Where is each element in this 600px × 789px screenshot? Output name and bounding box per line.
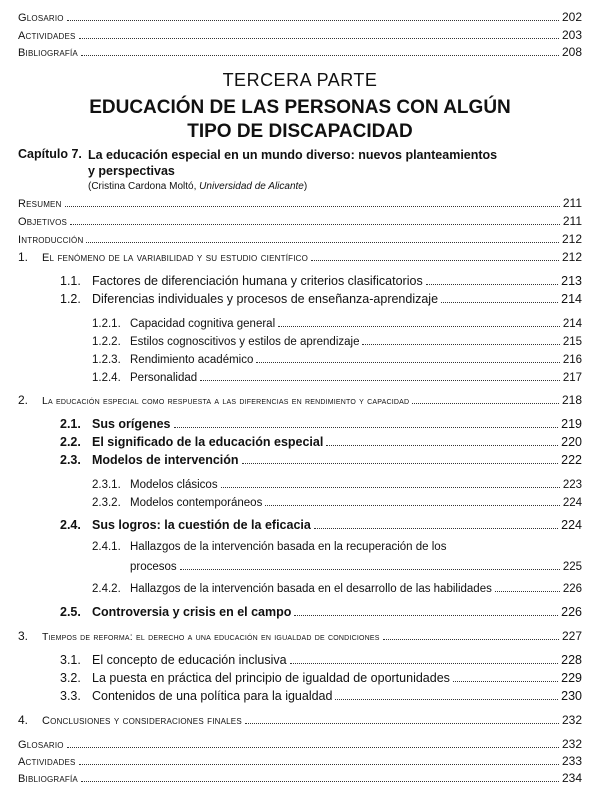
- toc-label: Modelos clásicos: [130, 479, 218, 491]
- toc-label: Controversia y crisis en el campo: [92, 605, 292, 619]
- leader-dots: [453, 681, 558, 682]
- toc-number: 2.3.: [60, 453, 81, 467]
- toc-label: Diferencias individuales y procesos de enseñanza-aprendizaje: [92, 292, 439, 306]
- toc-subsubsection: [0, 493, 600, 509]
- toc-subsubsection: [0, 332, 600, 348]
- leader-dots: [256, 362, 559, 363]
- toc-page-number: 232: [561, 713, 582, 727]
- toc-page-number: 212: [561, 232, 582, 246]
- toc-page-number: 211: [562, 214, 582, 228]
- author-affiliation: Universidad de Alicante: [199, 181, 304, 192]
- toc-subsubsection: [0, 368, 600, 384]
- toc-page-number: 232: [561, 737, 582, 751]
- toc-number: 3.: [18, 629, 29, 643]
- toc-number: 2.3.1.: [92, 479, 121, 491]
- toc-number: 2.4.1.: [92, 541, 121, 553]
- toc-label: Capacidad cognitiva general: [130, 318, 276, 330]
- toc-label: Conclusiones y consideraciones finales: [42, 715, 242, 727]
- leader-dots: [79, 764, 559, 765]
- toc-subsubsection: [0, 350, 600, 366]
- toc-entry: [0, 752, 600, 768]
- toc-page-number: 219: [561, 417, 582, 431]
- toc-entry: [0, 769, 600, 785]
- toc-number: 3.1.: [60, 653, 81, 667]
- toc-page-number: 234: [561, 771, 582, 785]
- toc-page-number: 230: [561, 689, 582, 703]
- toc-page-number: 223: [562, 479, 582, 491]
- toc-number: 1.: [18, 250, 29, 264]
- leader-dots: [65, 206, 560, 207]
- leader-dots: [412, 403, 559, 404]
- toc-section: [0, 248, 600, 264]
- chapter-title-line1: La educación especial en un mundo diverso: nuevos planteamientos: [88, 148, 498, 162]
- toc-label: Resumen: [18, 198, 62, 210]
- toc-label: Contenidos de una política para la igualdad: [92, 689, 333, 703]
- toc-page-number: 228: [561, 653, 582, 667]
- chapter-title: [88, 147, 568, 179]
- chapter-number: Capítulo 7.: [18, 147, 82, 161]
- toc-page-number: 216: [562, 354, 582, 366]
- toc-page-number: 218: [561, 393, 582, 407]
- toc-label: Estilos cognoscitivos y estilos de aprendizaje: [130, 336, 360, 348]
- toc-label: Rendimiento académico: [130, 354, 254, 366]
- toc-subsection: [0, 451, 600, 467]
- toc-number: 1.2.: [60, 292, 81, 306]
- leader-dots: [67, 747, 559, 748]
- toc-page-number: 229: [561, 671, 582, 685]
- toc-label: Modelos contemporáneos: [130, 497, 263, 509]
- toc-entry: [0, 212, 600, 228]
- toc-page-number: 208: [561, 45, 582, 59]
- leader-dots: [242, 463, 559, 464]
- leader-dots: [70, 224, 560, 225]
- toc-subsection: [0, 669, 600, 685]
- leader-dots: [362, 344, 559, 345]
- toc-page-number: 233: [561, 754, 582, 768]
- toc-label: El significado de la educación especial: [92, 435, 324, 449]
- toc-label: Sus orígenes: [92, 417, 171, 431]
- toc-label: Hallazgos de la intervención basada en la recuperación de los: [130, 541, 447, 553]
- toc-page-number: 203: [561, 28, 582, 42]
- toc-label: La educación especial como respuesta a las diferencias en rendimiento y capacidad: [42, 395, 410, 407]
- toc-page-number: 213: [561, 274, 582, 288]
- toc-subsection: [0, 290, 600, 306]
- leader-dots: [67, 20, 559, 21]
- toc-subsection: [0, 415, 600, 431]
- toc-subsection: [0, 651, 600, 667]
- leader-dots: [294, 615, 558, 616]
- toc-label: Objetivos: [18, 216, 68, 228]
- toc-label: Glosario: [18, 12, 64, 24]
- toc-section: [0, 711, 600, 727]
- part-title-line1: EDUCACIÓN DE LAS PERSONAS CON ALGÚN: [89, 97, 511, 118]
- toc-page-number: 225: [562, 561, 582, 573]
- author-name: (Cristina Cardona Moltó,: [88, 181, 200, 192]
- toc-page-number: 214: [562, 318, 582, 330]
- leader-dots: [335, 699, 558, 700]
- leader-dots: [326, 445, 558, 446]
- toc-label: El concepto de educación inclusiva: [92, 653, 287, 667]
- leader-dots: [290, 663, 559, 664]
- toc-label: Glosario: [18, 739, 64, 751]
- chapter-author: [88, 181, 307, 192]
- leader-dots: [200, 380, 560, 381]
- toc-number: 1.2.2.: [92, 336, 121, 348]
- toc-entry: [0, 230, 600, 246]
- toc-number: 2.5.: [60, 605, 81, 619]
- leader-dots: [81, 781, 559, 782]
- toc-section: [0, 627, 600, 643]
- toc-page-number: 202: [561, 10, 582, 24]
- toc-page-number: 211: [562, 196, 582, 210]
- toc-label: Actividades: [18, 30, 76, 42]
- toc-page-number: 212: [561, 250, 582, 264]
- leader-dots: [441, 302, 558, 303]
- leader-dots: [265, 505, 559, 506]
- toc-label: La puesta en práctica del principio de igualdad de oportunidades: [92, 671, 450, 685]
- toc-page-number: 214: [561, 292, 582, 306]
- leader-dots: [495, 591, 560, 592]
- leader-dots: [314, 528, 558, 529]
- toc-number: 1.1.: [60, 274, 81, 288]
- part-title-line2: TIPO DE DISCAPACIDAD: [187, 121, 413, 142]
- toc-subsubsection: [0, 314, 600, 330]
- toc-number: 1.2.3.: [92, 354, 121, 366]
- leader-dots: [245, 723, 559, 724]
- toc-page-number: 227: [561, 629, 582, 643]
- toc-label: Factores de diferenciación humana y criterios clasificatorios: [92, 274, 423, 288]
- part-label: TERCERA PARTE: [222, 70, 378, 90]
- toc-number: 4.: [18, 713, 29, 727]
- toc-number: 2.3.2.: [92, 497, 121, 509]
- leader-dots: [86, 242, 559, 243]
- leader-dots: [180, 569, 560, 570]
- toc-number: 2.1.: [60, 417, 81, 431]
- leader-dots: [174, 427, 559, 428]
- toc-subsubsection: [0, 579, 600, 595]
- toc-page-number: 226: [561, 605, 582, 619]
- leader-dots: [81, 55, 559, 56]
- toc-label: Hallazgos de la intervención basada en el desarrollo de las habilidades: [130, 583, 492, 595]
- toc-label: Introducción: [18, 234, 84, 246]
- leader-dots: [278, 326, 560, 327]
- toc-page-number: 215: [562, 336, 582, 348]
- leader-dots: [79, 38, 559, 39]
- chapter-heading: [18, 147, 578, 181]
- author-close: ): [303, 181, 308, 192]
- toc-subsection: [0, 272, 600, 288]
- toc-page-number: 220: [561, 435, 582, 449]
- toc-entry-bibliografia-top: [0, 43, 600, 59]
- toc-label: Bibliografía: [18, 773, 78, 785]
- toc-page-number: 224: [562, 497, 582, 509]
- leader-dots: [221, 487, 560, 488]
- toc-page-number: 226: [562, 583, 582, 595]
- toc-label: El fenómeno de la variabilidad y su estudio científico: [42, 252, 309, 264]
- toc-label: Modelos de intervención: [92, 453, 239, 467]
- toc-subsection: [0, 516, 600, 532]
- toc-label: Sus logros: la cuestión de la eficacia: [92, 518, 311, 532]
- toc-entry: [0, 735, 600, 751]
- leader-dots: [311, 260, 559, 261]
- toc-page-number: 217: [562, 372, 582, 384]
- toc-subsection: [0, 687, 600, 703]
- toc-section: [0, 391, 600, 407]
- toc-number: 1.2.1.: [92, 318, 121, 330]
- toc-number: 2.2.: [60, 435, 81, 449]
- toc-number: 3.2.: [60, 671, 81, 685]
- toc-subsubsection: [0, 475, 600, 491]
- toc-subsection: [0, 603, 600, 619]
- toc-label: Bibliografía: [18, 47, 78, 59]
- toc-entry-actividades-top: [0, 26, 600, 42]
- toc-label: Tiempos de reforma: el derecho a una educación en igualdad de condiciones: [42, 631, 380, 643]
- toc-label: Actividades: [18, 756, 76, 768]
- toc-number: 1.2.4.: [92, 372, 121, 384]
- toc-page-number: 222: [561, 453, 582, 467]
- toc-entry: [0, 194, 600, 210]
- toc-page-number: 224: [561, 518, 582, 532]
- toc-subsection: [0, 433, 600, 449]
- chapter-title-line2: y perspectivas: [88, 164, 175, 178]
- toc-number: 3.3.: [60, 689, 81, 703]
- toc-label: Personalidad: [130, 372, 198, 384]
- toc-entry-glosario-top: [0, 8, 600, 24]
- toc-label-continuation: [130, 557, 582, 573]
- toc-number: 2.4.: [60, 518, 81, 532]
- leader-dots: [383, 639, 559, 640]
- toc-label-line2: procesos: [130, 561, 177, 573]
- toc-number: 2.: [18, 393, 29, 407]
- toc-subsubsection-multiline: [0, 541, 600, 575]
- toc-number: 2.4.2.: [92, 583, 121, 595]
- leader-dots: [426, 284, 558, 285]
